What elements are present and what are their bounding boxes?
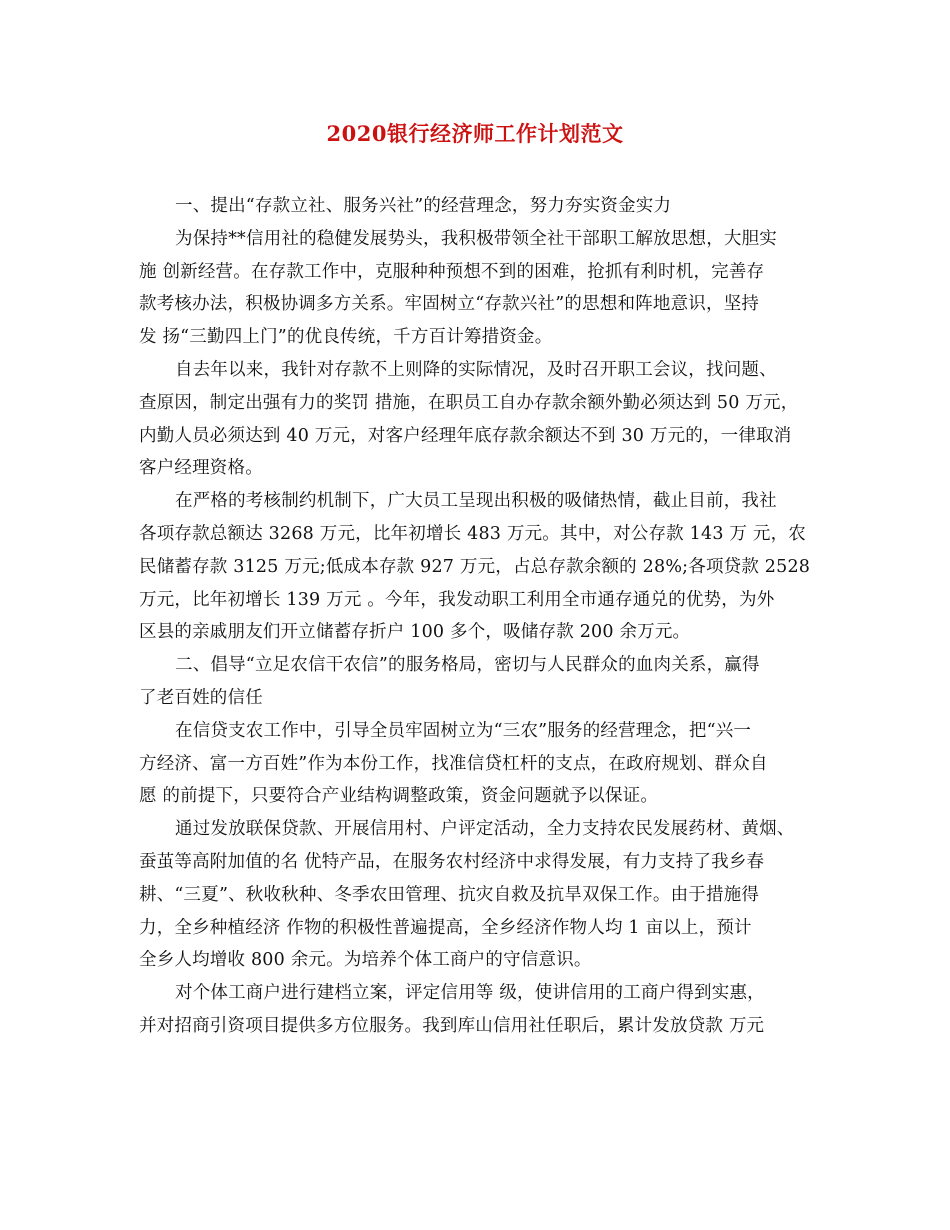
text-line: 蚕茧等高附加值的名 优特产品，在服务农村经济中求得发展，有力支持了我乡春	[139, 851, 765, 872]
text-line: 一、提出“存款立社、服务兴社”的经营理念，努力夯实资金实力	[175, 196, 672, 216]
text-line: 施 创新经营。在存款工作中，克服种种预想不到的困难，抢抓有利时机，完善存	[139, 261, 765, 282]
text-line: 对个体工商户进行建档立案，评定信用等 级，使讲信用的工商户得到实惠，	[175, 983, 765, 1004]
text-line: 了老百姓的信任	[139, 687, 263, 708]
text-line: 通过发放联保贷款、开展信用村、户评定活动，全力支持农民发展药材、黄烟、	[175, 819, 795, 840]
document-body	[139, 190, 819, 1043]
text-line: 查原因，制定出强有力的奖罚 措施，在职员工自办存款余额外勤必须达到 50 万元，	[139, 392, 799, 413]
text-line: 区县的亲戚朋友们开立储蓄存折户 100 多个，吸储存款 200 余万元。	[139, 622, 691, 643]
text-line: 为保持**信用社的稳健发展势头，我积极带领全社干部职工解放思想，大胆实	[175, 228, 777, 249]
text-line: 各项存款总额达 3268 万元，比年初增长 483 万元。其中，对公存款 143 万 元，农	[139, 523, 806, 544]
text-line: 客户经理资格。	[139, 458, 263, 479]
text-line: 耕、“三夏”、秋收秋种、冬季农田管理、抗灾自救及抗旱双保工作。由于措施得	[139, 884, 760, 905]
text-line: 在信贷支农工作中，引导全员牢固树立为“三农”服务的经营理念，把“兴一	[175, 720, 752, 741]
text-line: 并对招商引资项目提供多方位服务。我到库山信用社任职后，累计发放贷款 万元	[139, 1015, 765, 1036]
text-line: 愿 的前提下，只要符合产业结构调整政策，资金问题就予以保证。	[139, 786, 659, 807]
text-line: 万元，比年初增长 139 万元 。今年，我发动职工利用全市通存通兑的优势，为外	[139, 589, 775, 610]
text-line: 发 扬“三勤四上门”的优良传统，千方百计筹措资金。	[139, 327, 553, 348]
text-line: 二、倡导“立足农信干农信”的服务格局，密切与人民群众的血肉关系，赢得	[175, 655, 760, 676]
document-title: 2020银行经济师工作计划范文	[326, 121, 624, 146]
text-line: 力，全乡种植经济 作物的积极性普遍提高，全乡经济作物人均 1 亩以上，预计	[139, 917, 752, 938]
text-line: 全乡人均增收 800 余元。为培养个体工商户的守信意识。	[139, 950, 592, 971]
text-line: 民储蓄存款 3125 万元;低成本存款 927 万元，占总存款余额的 28%;各项贷款 2528	[139, 556, 811, 577]
text-line: 内勤人员必须达到 40 万元，对客户经理年底存款余额达不到 30 万元的，一律取消	[139, 425, 792, 446]
text-line: 自去年以来，我针对存款不上则降的实际情况，及时召开职工会议，找问题、	[175, 359, 777, 380]
text-line: 方经济、富一方百姓”作为本份工作，找准信贷杠杆的支点，在政府规划、群众自	[139, 753, 768, 774]
text-line: 款考核办法，积极协调多方关系。牢固树立“存款兴社”的思想和阵地意识，坚持	[139, 294, 760, 315]
text-line: 在严格的考核制约机制下，广大员工呈现出积极的吸储热情，截止目前，我社	[175, 491, 777, 512]
